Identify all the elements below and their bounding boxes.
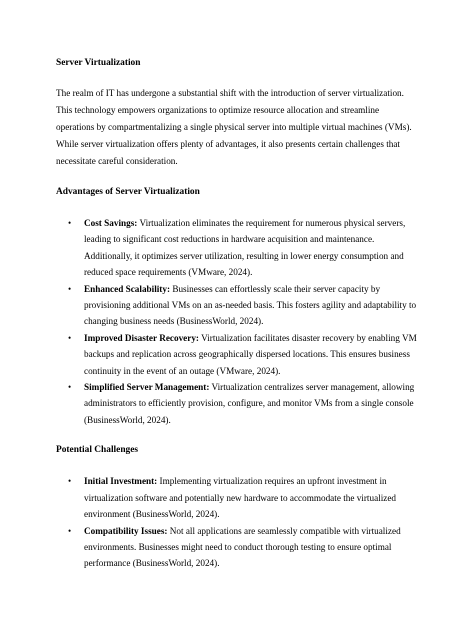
list-item-term: Enhanced Scalability: <box>84 283 171 294</box>
list-item <box>68 281 418 330</box>
bullet-icon: • <box>68 525 72 536</box>
document-title: Server Virtualization <box>56 58 141 68</box>
advantages-heading: Advantages of Server Virtualization <box>56 187 200 197</box>
list-item-term: Compatibility Issues: <box>84 525 168 536</box>
bullet-icon: • <box>68 283 72 294</box>
list-item-text: Virtualization centralizes server management, allowing administrators to efficiently provision, configure, and monitor VMs from a single console (BusinessWorld, 2024). <box>84 382 415 425</box>
bullet-icon: • <box>68 332 72 343</box>
list-item <box>68 473 418 522</box>
list-item-term: Simplified Server Management: <box>84 382 210 393</box>
challenges-heading: Potential Challenges <box>56 445 139 456</box>
list-item-term: Improved Disaster Recovery: <box>84 332 199 343</box>
challenges-list <box>56 473 418 571</box>
bullet-icon: • <box>68 476 72 487</box>
list-item <box>68 330 418 379</box>
list-item <box>68 215 418 281</box>
list-item <box>68 523 418 572</box>
list-item-text: Implementing virtualization requires an upfront investment in virtualization software and potentially new hardware to accommodate the virtualized environment (BusinessWorld, 2024). <box>84 476 396 520</box>
list-item-term: Initial Investment: <box>84 476 158 487</box>
list-item-text: Businesses can effortlessly scale their server capacity by provisioning additional VMs on an as-needed basis. This fosters agility and adaptability to changing business needs (BusinessWorld, 2024). <box>84 283 417 327</box>
list-item-text: Virtualization facilitates disaster recovery by enabling VM backups and replication across geographically dispersed locations. This ensures business continuity in the event of an outage (VMware, 2024). <box>84 332 417 376</box>
bullet-icon: • <box>68 382 72 393</box>
advantages-list <box>56 215 418 428</box>
intro-paragraph: The realm of IT has undergone a substantial shift with the introduction of server virtualization. This technology empowers organizations to optimize resource allocation and streamline operations by compartmentalizing a single physical server into multiple virtual machines (VMs). While server virtualization offers plenty of advantages, it also presents certain challenges that necessitate careful consideration. <box>56 88 412 166</box>
list-item <box>68 379 418 428</box>
bullet-icon: • <box>68 218 72 228</box>
list-item-text: Virtualization eliminates the requirement for numerous physical servers, leading to significant cost reductions in hardware acquisition and maintenance. Additionally, it optimizes server utilization, resulting in lower energy consumption and reduced space requirements (VMware, 2024). <box>84 218 406 278</box>
list-item-term: Cost Savings: <box>84 218 138 228</box>
list-item-text: Not all applications are seamlessly compatible with virtualized environments. Businesses might need to conduct thorough testing to ensure optimal performance (BusinessWorld, 2024). <box>84 525 401 569</box>
